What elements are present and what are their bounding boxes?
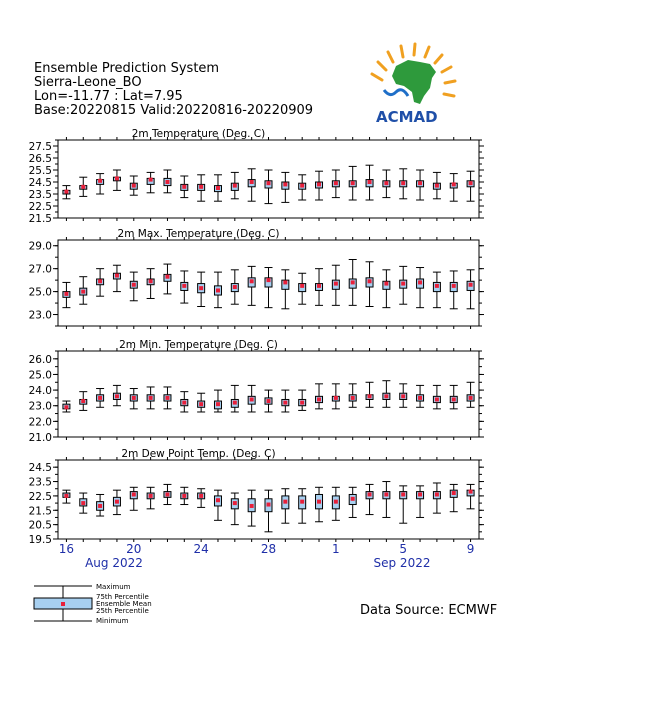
x-axis-labels (59, 542, 475, 570)
mean-marker (300, 184, 304, 188)
y-tick-label: 23.5 (28, 189, 52, 201)
data-source-label: Data Source: ECMWF (360, 603, 498, 618)
mean-marker (300, 401, 304, 405)
mean-marker (182, 494, 186, 498)
header-station: Sierra-Leone_BO (34, 75, 142, 90)
x-tick-1: 1 (332, 542, 340, 556)
mean-marker (334, 282, 338, 286)
mean-marker (469, 490, 473, 494)
mean-marker (368, 394, 372, 398)
mean-marker (401, 282, 405, 286)
mean-marker (283, 280, 287, 284)
x-tick-20: 20 (126, 542, 142, 556)
y-tick-label: 25.5 (28, 165, 52, 177)
mean-marker (351, 181, 355, 185)
header-block (34, 61, 313, 118)
mean-marker (452, 397, 456, 401)
mean-marker (199, 185, 203, 189)
mean-marker (283, 401, 287, 405)
panel-title: 2m Temperature (Deg. C) (131, 128, 266, 140)
mean-marker (300, 500, 304, 504)
header-dates: Base:20220815 Valid:20220816-20220909 (34, 103, 314, 118)
mean-marker (435, 397, 439, 401)
y-tick-label: 27.0 (28, 263, 52, 276)
mean-marker (435, 492, 439, 496)
mean-marker (64, 494, 68, 498)
mean-marker (182, 185, 186, 189)
mean-marker (149, 494, 153, 498)
mean-marker (452, 284, 456, 288)
mean-marker (132, 492, 136, 496)
mean-marker (401, 492, 405, 496)
mean-marker (250, 504, 254, 508)
mean-marker (250, 180, 254, 184)
mean-marker (165, 396, 169, 400)
mean-marker (199, 402, 203, 406)
mean-marker (149, 279, 153, 283)
y-tick-label: 25.0 (28, 286, 52, 299)
mean-marker (418, 181, 422, 185)
y-tick-label: 20.5 (28, 519, 52, 532)
mean-marker (469, 396, 473, 400)
y-tick-label: 23.5 (28, 476, 52, 489)
mean-marker (384, 181, 388, 185)
africa-map-icon (392, 60, 436, 104)
y-tick-label: 27.5 (28, 141, 52, 153)
mean-marker (368, 492, 372, 496)
mean-marker (81, 501, 85, 505)
legend-mean-label: Ensemble Mean (96, 600, 152, 608)
mean-marker (418, 396, 422, 400)
mean-marker (368, 180, 372, 184)
panel-3 (29, 339, 484, 444)
acmad-logo (372, 44, 455, 126)
panels-group (29, 128, 484, 546)
mean-marker (469, 181, 473, 185)
y-tick-label: 26.5 (28, 153, 52, 165)
mean-marker (216, 186, 220, 190)
mean-marker (317, 182, 321, 186)
mean-marker (283, 182, 287, 186)
mean-marker (401, 394, 405, 398)
legend-minimum-label: Minimum (96, 617, 129, 625)
mean-marker (469, 283, 473, 287)
mean-marker (216, 498, 220, 502)
panel-1 (29, 128, 484, 225)
panel-title: 2m Min. Temperature (Deg. C) (119, 339, 278, 351)
y-tick-label: 22.5 (28, 201, 52, 213)
x-tick-24: 24 (193, 542, 209, 556)
mean-marker (149, 396, 153, 400)
y-tick-label: 22.5 (28, 490, 52, 503)
mean-marker (81, 399, 85, 403)
mean-marker (384, 394, 388, 398)
legend-p75-label: 75th Percentile (96, 593, 149, 601)
mean-marker (435, 184, 439, 188)
header-coordinates: Lon=-11.77 : Lat=7.95 (34, 89, 183, 104)
mean-marker (283, 500, 287, 504)
mean-marker (317, 284, 321, 288)
mean-marker (334, 396, 338, 400)
legend-maximum-label: Maximum (96, 583, 131, 591)
mean-marker (418, 492, 422, 496)
month-label-sep: Sep 2022 (373, 556, 431, 570)
logo-text: ACMAD (376, 108, 438, 126)
mean-marker (64, 190, 68, 194)
mean-marker (132, 184, 136, 188)
mean-marker (199, 286, 203, 290)
y-tick-label: 19.5 (28, 534, 52, 546)
mean-marker (98, 179, 102, 183)
mean-marker (452, 491, 456, 495)
mean-marker (334, 500, 338, 504)
mean-marker (81, 185, 85, 189)
mean-marker (384, 492, 388, 496)
y-tick-label: 29.0 (28, 240, 52, 253)
x-tick-28: 28 (260, 542, 277, 556)
mean-marker (64, 405, 68, 409)
mean-marker (149, 178, 153, 182)
mean-marker (267, 181, 271, 185)
mean-marker (317, 500, 321, 504)
water-wave-icon (384, 90, 408, 96)
mean-marker (300, 284, 304, 288)
mean-marker (267, 399, 271, 403)
legend-p25-label: 25th Percentile (96, 607, 149, 615)
mean-marker (233, 401, 237, 405)
mean-marker (452, 182, 456, 186)
mean-marker (115, 500, 119, 504)
panel-2 (29, 228, 484, 329)
month-label-aug: Aug 2022 (85, 556, 143, 570)
mean-marker (233, 501, 237, 505)
y-tick-label: 24.0 (28, 385, 52, 398)
mean-marker (267, 503, 271, 507)
mean-marker (165, 275, 169, 279)
mean-marker (351, 396, 355, 400)
y-tick-label: 24.5 (28, 177, 52, 189)
x-tick-16: 16 (58, 542, 75, 556)
mean-marker (81, 290, 85, 294)
mean-marker (64, 292, 68, 296)
y-tick-label: 21.5 (28, 213, 52, 225)
mean-marker (317, 397, 321, 401)
mean-marker (98, 279, 102, 283)
mean-marker (401, 181, 405, 185)
mean-marker (165, 492, 169, 496)
y-tick-label: 25.0 (28, 369, 52, 382)
panel-4 (29, 448, 484, 546)
y-tick-label: 24.5 (28, 462, 52, 475)
panel-title: 2m Dew Point Temp. (Deg. C) (121, 448, 276, 460)
y-tick-label: 26.0 (28, 353, 52, 366)
x-tick-5: 5 (399, 542, 408, 556)
mean-marker (233, 184, 237, 188)
legend (34, 583, 152, 625)
panel-title: 2m Max. Temperature (Deg. C) (117, 228, 280, 240)
mean-marker (351, 280, 355, 284)
mean-marker (115, 176, 119, 180)
y-tick-label: 21.0 (28, 432, 52, 444)
mean-marker (351, 497, 355, 501)
mean-marker (435, 284, 439, 288)
mean-marker (384, 282, 388, 286)
y-tick-label: 23.0 (28, 400, 52, 413)
mean-marker (182, 284, 186, 288)
mean-marker (368, 279, 372, 283)
y-tick-label: 22.0 (28, 416, 52, 429)
mean-marker (132, 283, 136, 287)
y-tick-label: 23.0 (28, 309, 52, 322)
mean-marker (115, 274, 119, 278)
mean-marker (216, 288, 220, 292)
mean-marker (165, 180, 169, 184)
mean-marker (98, 504, 102, 508)
mean-marker (250, 397, 254, 401)
mean-marker (250, 279, 254, 283)
x-tick-9: 9 (466, 542, 475, 556)
mean-marker (182, 401, 186, 405)
mean-marker (98, 396, 102, 400)
mean-marker (418, 280, 422, 284)
mean-marker (132, 396, 136, 400)
mean-marker (233, 285, 237, 289)
y-tick-label: 21.5 (28, 505, 52, 518)
mean-marker (267, 278, 271, 282)
mean-marker (199, 494, 203, 498)
mean-marker (115, 394, 119, 398)
header-title: Ensemble Prediction System (34, 61, 220, 76)
mean-marker (334, 181, 338, 185)
legend-mean-marker (61, 602, 65, 606)
mean-marker (216, 402, 220, 406)
